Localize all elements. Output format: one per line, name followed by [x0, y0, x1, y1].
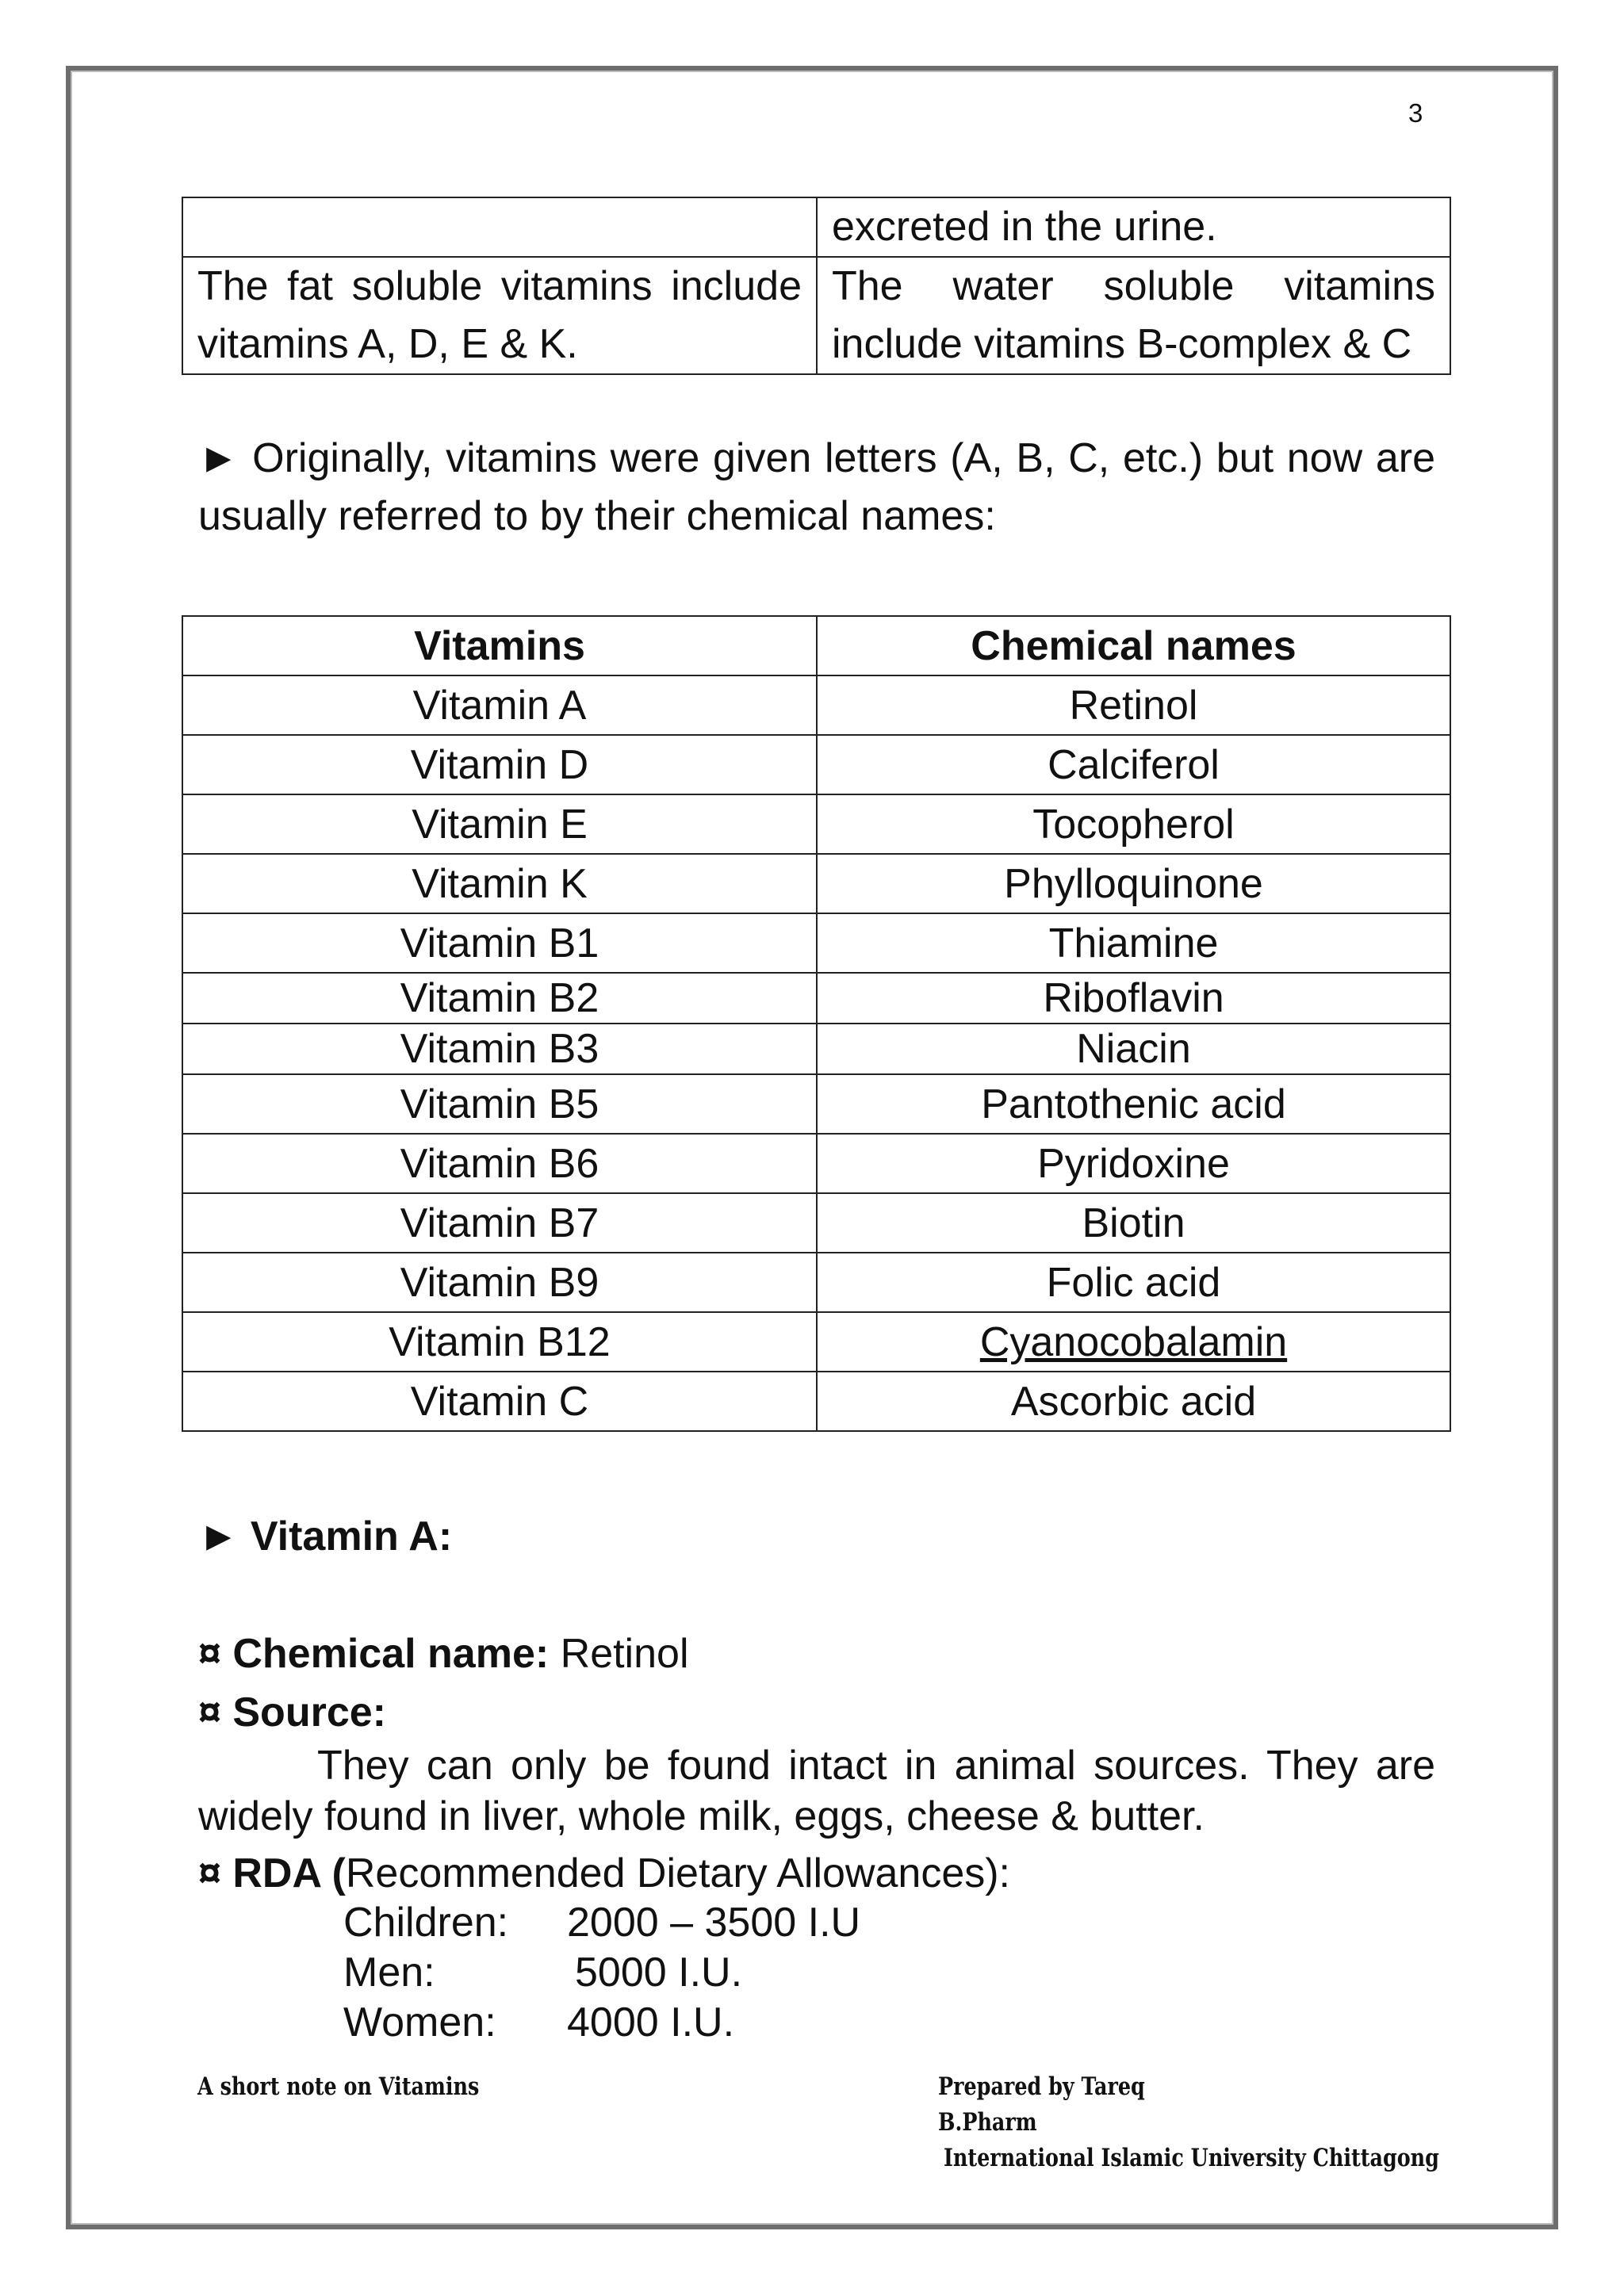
table-row [182, 1193, 1450, 1253]
table-cell: Vitamin B1 [182, 913, 817, 973]
table-cell: The water soluble vitamins include vitamins B-complex & C [817, 257, 1450, 374]
table-row [182, 913, 1450, 973]
table-row [182, 1253, 1450, 1312]
table-cell: Vitamin C [182, 1372, 817, 1431]
rda-group: Children: [343, 1900, 509, 1946]
table-cell: Biotin [817, 1193, 1450, 1253]
table-cell: Tocopherol [817, 794, 1450, 854]
table-row [182, 973, 1450, 1024]
table-cell: Thiamine [817, 913, 1450, 973]
vitamin-names-table [182, 615, 1451, 1432]
table-row [182, 675, 1450, 735]
footer-university: International Islamic University Chittagong [944, 2144, 1439, 2172]
table-row [182, 197, 1450, 257]
table-row [182, 794, 1450, 854]
table-cell: Ascorbic acid [817, 1372, 1450, 1431]
rda-value: 2000 – 3500 I.U [567, 1900, 861, 1946]
rda-label: ¤ RDA ( [198, 1850, 346, 1896]
chemical-name-line [198, 1630, 1435, 1678]
table-row [182, 1134, 1450, 1193]
source-paragraph [198, 1740, 1435, 1842]
rda-row [343, 1999, 734, 2046]
table-cell: Vitamin D [182, 735, 817, 794]
table-cell: Retinol [817, 675, 1450, 735]
table-row [182, 735, 1450, 794]
table-row [182, 1372, 1450, 1431]
rda-row [343, 1899, 860, 1946]
rda-row [343, 1949, 742, 1996]
table-row [182, 257, 1450, 374]
intro-paragraph: ► Originally, vitamins were given letters (A, B, C, etc.) but now are usually referred to by their chemical names: [198, 435, 1435, 539]
table-cell: Calciferol [817, 735, 1450, 794]
table-row [182, 854, 1450, 913]
table-cell: Niacin [817, 1024, 1450, 1074]
rda-group: Women: [343, 1999, 496, 2045]
rda-value: 4000 I.U. [567, 1999, 735, 2045]
table-cell: The fat soluble vitamins include vitamins A, D, E & K. [182, 257, 817, 374]
table-cell: Phylloquinone [817, 854, 1450, 913]
table-cell: Vitamin E [182, 794, 817, 854]
table-cell: Cyanocobalamin [817, 1312, 1450, 1372]
chemical-name-label: ¤ Chemical name: [198, 1631, 550, 1677]
table-cell: Vitamin K [182, 854, 817, 913]
section-heading: ► Vitamin A: [198, 1513, 453, 1559]
footer-author: Prepared by Tareq [938, 2072, 1145, 2101]
table-cell [182, 197, 817, 257]
table-cell: Vitamin B12 [182, 1312, 817, 1372]
table-cell: Vitamin B6 [182, 1134, 817, 1193]
column-header: Chemical names [817, 616, 1450, 675]
table-cell: Vitamin B9 [182, 1253, 817, 1312]
table-cell: Pyridoxine [817, 1134, 1450, 1193]
comparison-table [182, 197, 1451, 375]
table-cell: Vitamin B5 [182, 1074, 817, 1134]
table-cell: Vitamin B7 [182, 1193, 817, 1253]
table-cell: Riboflavin [817, 973, 1450, 1024]
table-header-row [182, 616, 1450, 675]
rda-description: Recommended Dietary Allowances): [345, 1850, 1011, 1896]
rda-line [198, 1850, 1435, 1897]
chemical-name-value: Retinol [549, 1631, 689, 1677]
source-label: ¤ Source: [198, 1689, 386, 1735]
page-number: 3 [1408, 98, 1423, 128]
table-row [182, 1312, 1450, 1372]
table-cell: Vitamin A [182, 675, 817, 735]
rda-value: 5000 I.U. [575, 1950, 743, 1996]
table-row [182, 1024, 1450, 1074]
table-cell: Pantothenic acid [817, 1074, 1450, 1134]
table-cell: excreted in the urine. [817, 197, 1450, 257]
table-cell: Folic acid [817, 1253, 1450, 1312]
table-cell: Vitamin B2 [182, 973, 817, 1024]
footer-title: A short note on Vitamins [197, 2072, 480, 2101]
rda-group: Men: [343, 1950, 435, 1996]
column-header: Vitamins [182, 616, 817, 675]
source-text: They can only be found intact in animal sources. They are widely found in liver, whole milk, eggs, cheese & butter. [198, 1743, 1435, 1839]
footer-degree: B.Pharm [938, 2108, 1037, 2137]
table-row [182, 1074, 1450, 1134]
table-cell: Vitamin B3 [182, 1024, 817, 1074]
